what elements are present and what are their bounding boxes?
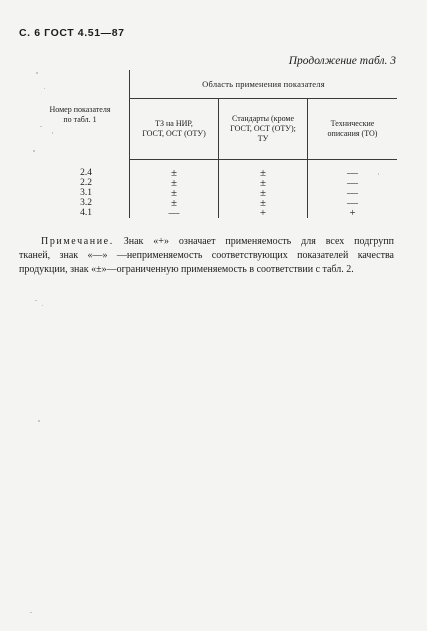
- table-row: [31, 168, 397, 178]
- header-tz-nir: [130, 99, 219, 160]
- cell-value: ±: [219, 198, 308, 208]
- header-technical-descriptions-line1: Технические: [330, 119, 375, 128]
- cell-value: —: [347, 187, 358, 199]
- note-line-1-text: Знак «+» означает применяемость для всех подгрупп: [123, 236, 394, 247]
- indicator-number: 2.2: [31, 178, 130, 188]
- cell-value: —: [347, 177, 358, 189]
- page-header: С. 6 ГОСТ 4.51—87: [19, 27, 125, 39]
- header-tz-nir-line2: ГОСТ, ОСТ (ОТУ): [142, 129, 206, 138]
- cell-value: —: [347, 197, 358, 209]
- cell-value: —: [168, 207, 180, 219]
- note-line-2: тканей, знак «—» —неприменяемость соответствующих показателей качества: [19, 250, 394, 261]
- table-continuation-label: Продолжение табл. 3: [288, 55, 396, 67]
- note-line-3: продукции, знак «±»—ограниченную применяемость в соответствии с табл. 2.: [19, 264, 354, 275]
- cell-value: ±: [170, 167, 178, 179]
- header-standards-line3: ТУ: [257, 134, 269, 143]
- header-technical-descriptions: [308, 99, 398, 160]
- scan-speck: [42, 305, 43, 306]
- header-application-area: Область применения показателя: [130, 70, 398, 99]
- table-note: [19, 235, 394, 277]
- scan-speck: [30, 612, 32, 613]
- applicability-table: [31, 70, 397, 218]
- scan-speck: [44, 88, 45, 89]
- scan-speck: [33, 150, 35, 152]
- cell-value: —: [347, 167, 358, 179]
- scan-speck: [378, 173, 379, 175]
- header-technical-descriptions-line2: описания (ТО): [327, 129, 378, 138]
- indicator-number: 3.1: [31, 188, 130, 198]
- indicator-number: 4.1: [31, 208, 130, 218]
- header-indicator-number-line2: по табл. 1: [63, 114, 97, 124]
- scan-speck: [40, 126, 42, 127]
- header-standards: [219, 99, 308, 160]
- cell-value: ±: [170, 187, 178, 199]
- scan-speck: [52, 132, 53, 134]
- table-row: [31, 208, 397, 218]
- cell-value: ±: [170, 177, 178, 189]
- cell-value: ±: [219, 188, 308, 198]
- scan-speck: [35, 300, 37, 301]
- indicator-number: 2.4: [31, 168, 130, 178]
- table-row: [31, 188, 397, 198]
- note-lead: Примечание.: [41, 236, 114, 247]
- header-indicator-number: [31, 70, 130, 160]
- cell-value: +: [219, 208, 308, 218]
- cell-value: +: [349, 207, 356, 219]
- table-row: [31, 198, 397, 208]
- cell-value: ±: [219, 178, 308, 188]
- header-indicator-number-line1: Номер показателя: [49, 104, 111, 114]
- header-standards-line2: ГОСТ, ОСТ (ОТУ);: [230, 124, 296, 133]
- table-row: [31, 178, 397, 188]
- note-line-1: [19, 235, 394, 249]
- cell-value: ±: [170, 197, 178, 209]
- header-standards-line1: Стандарты (кроме: [231, 114, 295, 123]
- scan-speck: [36, 72, 38, 74]
- cell-value: ±: [219, 168, 308, 178]
- header-tz-nir-line1: ТЗ на НИР,: [155, 119, 193, 128]
- scan-speck: [38, 420, 40, 422]
- indicator-number: 3.2: [31, 198, 130, 208]
